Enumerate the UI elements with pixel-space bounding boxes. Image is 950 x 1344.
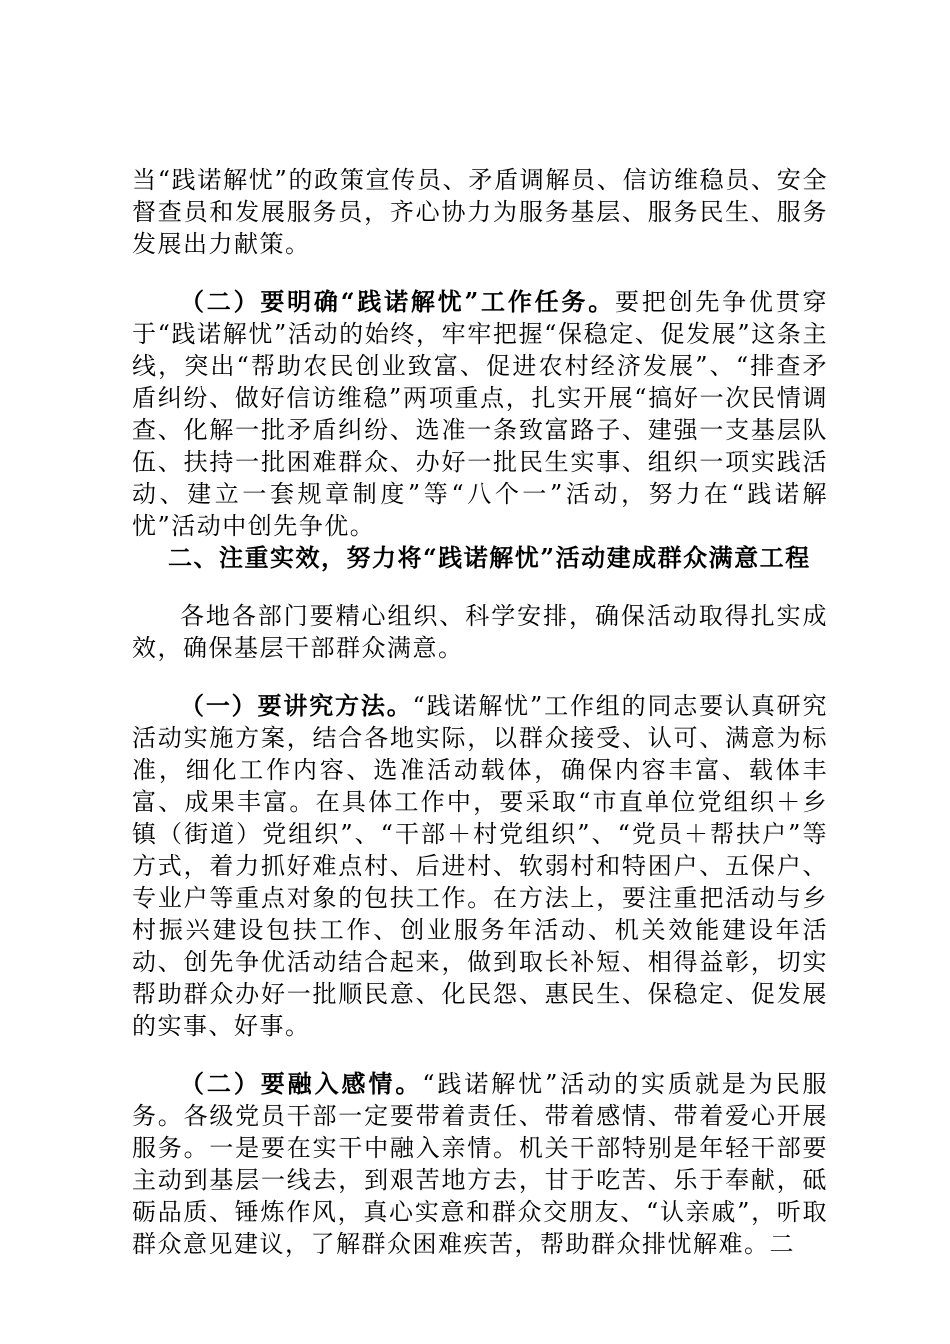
paragraph-emotion-body: “践诺解忧”活动的实质就是为民服务。各级党员干部一定要带着责任、带着感情、带着爱心开展服务。一是要在实干中融入亲情。机关干部特别是年轻干部要主动到基层一线去，到艰苦地方去，甘于吃苦、乐于奉献，砥砺品质、锤炼作风，真心实意和群众交朋友、“认亲戚”，听取群众意见建议，了解群众困难疾苦，帮助群众排忧解难。二: [132, 1070, 828, 1258]
paragraph-task-body: 要把创先争优贯穿于“践诺解忧”活动的始终，牢牢把握“保稳定、促发展”这条主线，突出“帮助农民创业致富、促进农村经济发展”、“排查矛盾纠纷、做好信访维稳”两项重点，扎实开展“搞好一次民情调查、化解一批矛盾纠纷、选准一条致富路子、建强一支基层队伍、扶持一批困难群众、办好一批民生实事、组织一项实践活动、建立一套规章制度”等“八个一”活动，努力在“践诺解忧”活动中创先争优。: [132, 288, 829, 540]
paragraph-intro: 各地各部门要精心组织、科学安排，确保活动取得扎实成效，确保基层干部群众满意。: [132, 602, 828, 662]
section-heading: 二、注重实效，努力将“践诺解忧”活动建成群众满意工程: [168, 543, 811, 572]
paragraph-continuation: 当“践诺解忧”的政策宣传员、矛盾调解员、信访维稳员、安全督查员和发展服务员，齐心协力为服务基层、服务民生、服务发展出力献策。: [132, 166, 828, 258]
subheading-task: （二）要明确“践诺解忧”工作任务。: [180, 287, 615, 316]
paragraph-method-body: “践诺解忧”工作组的同志要认真研究活动实施方案，结合各地实际，以群众接受、认可、满意为标准，细化工作内容、选准活动载体，确保内容丰富、载体丰富、成果丰富。在具体工作中，要采取“市直单位党组织＋乡镇（街道）党组织”、“干部＋村党组织”、“党员＋帮扶户”等方式，着力抓好难点村、后进村、软弱村和特困户、五保户、专业户等重点对象的包扶工作。在方法上，要注重把活动与乡村振兴建设包扶工作、创业服务年活动、机关效能建设年活动、创先争优活动结合起来，做到取长补短、相得益彰，切实帮助群众办好一批顺民意、化民怨、惠民生、保稳定、促发展的实事、好事。: [132, 692, 828, 1040]
subheading-emotion: （二）要融入感情。: [180, 1069, 423, 1098]
paragraph-method: [132, 690, 828, 1042]
paragraph-task: [132, 286, 828, 542]
paragraph-emotion: [132, 1068, 828, 1260]
subheading-method: （一）要讲究方法。: [180, 691, 413, 720]
